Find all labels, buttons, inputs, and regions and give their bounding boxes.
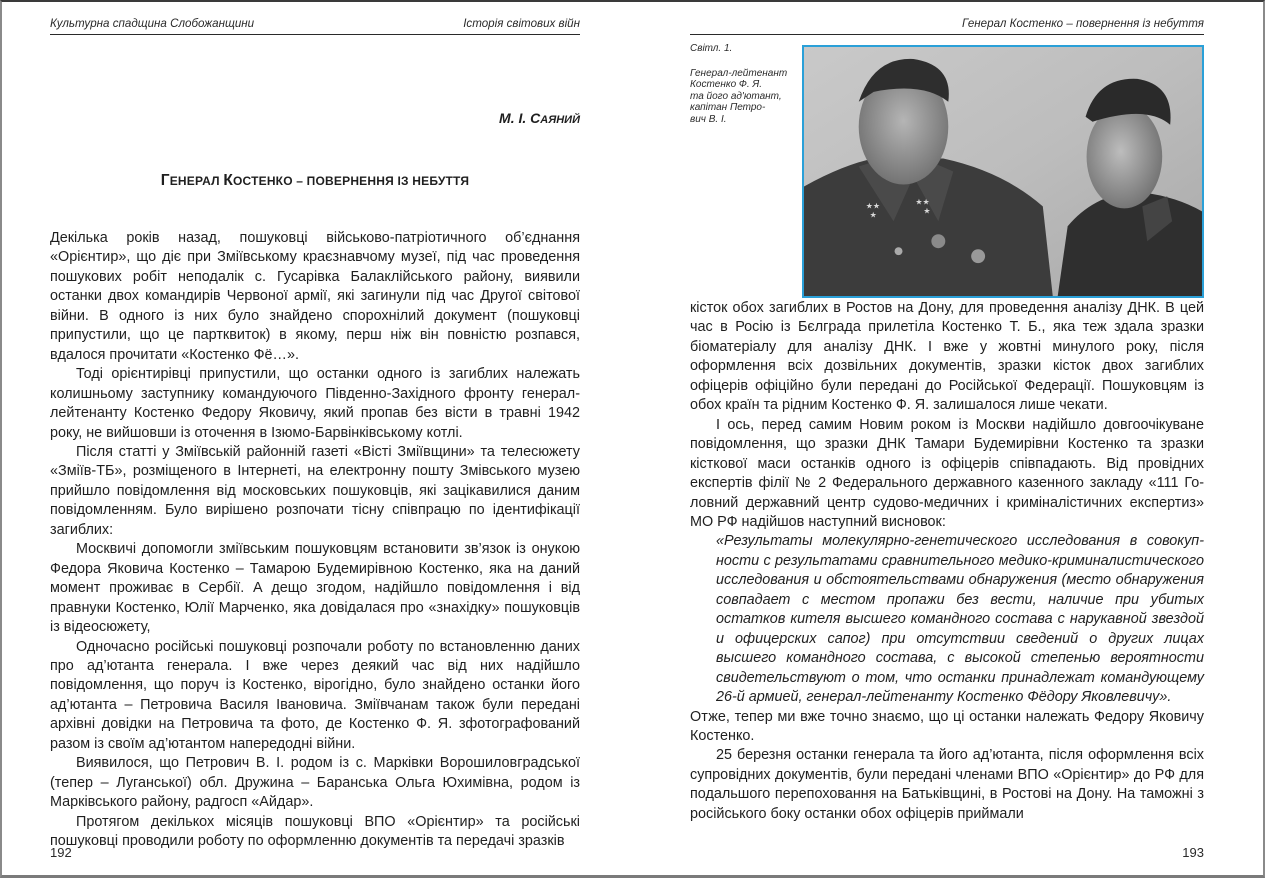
title-cap: К [223, 172, 233, 189]
paragraph: Москвичі допомогли зміївським пошуковцям встановити зв’язок із онукою Федора Яковича Костенко – Тамарою Будемирівною Костенко, яка на даний момент проживає в Сербії. А дещо згодом, надійшло повідомлення і від правнуки Костенко, Юлії Марченко, яка довідалася про «знахідку» пошуковців із відеосюжету, [50, 541, 580, 636]
left-body-text [50, 229, 580, 852]
paragraph: Отже, тепер ми вже точно знаємо, що ці останки належать Федору Яковичу Костенко. [690, 708, 1204, 744]
journal-title: Культурна спадщина Слобожанщини [50, 17, 255, 30]
section-title: Історія світових війн [463, 17, 580, 30]
paragraph: Протягом декількох місяців пошуковці ВПО «Орієнтир» та російські пошуковці проводили роботу по оформленню документів та передачі зразків [50, 813, 580, 850]
right-page [690, 0, 1204, 881]
paragraph: Декілька років назад, пошуковці військово-патріотичного об’єднання «Орієнтир», що діє при Зміївському краєзнавчому музеї, під час проведення пошукових робіт неподалік с. Гусарівка Балаклійського району, виявили останки двох командирів Червоної армії, які загинули під час Другої світової війни. В одного із них було знайдено спорохнілий документ (пошуковці припустили, що це партквиток) в якому, перш ніж він повністю розпався, вдалося прочитати «Костенко Фё…». [50, 230, 580, 363]
svg-text:★★: ★★ [865, 201, 880, 211]
article-title [50, 172, 580, 190]
left-page [50, 0, 580, 881]
caption-line: вич В. І. [690, 113, 727, 125]
historical-photo [802, 45, 1204, 298]
article-author [499, 110, 580, 126]
title-text: ЕНЕРАЛ [169, 174, 224, 188]
article-running-title: Генерал Костенко – повернення із небуття [962, 17, 1204, 30]
svg-text:★: ★ [923, 206, 931, 216]
paragraph: І ось, перед самим Новим роком із Москви надійшло довгоочікуване повідомлення, що зразки ДНК Тамари Будемирівни Костенко та зразки кісткової маси останків одного із офіцерів співпадають. Від провідних експертів філії № 2 Федерального державного казенного закладу «111 Головний державний центр судово-медичних і криміналістичних експертиз» МО РФ надійшов наступний висновок: [690, 416, 1204, 530]
caption-line: капітан Петро- [690, 102, 766, 113]
page-number: 193 [1182, 845, 1204, 860]
right-body-text [690, 299, 1204, 824]
paragraph: 25 березня останки генерала та його ад’ютанта, після оформлення всіх супровідних документів, були передані членами ВПО «Орієнтир» до РФ для подальшого перепоховання на Батьківщині, в Ростові на Дону. На таможні з російського боку останки обох офіцерів приймали [690, 747, 1204, 822]
figure-caption [690, 43, 795, 125]
author-initials: М. І. С [499, 110, 541, 126]
svg-text:★: ★ [869, 210, 877, 220]
paragraph: Виявилося, що Петрович В. І. родом із с. Марківки Ворошиловградської (тепер – Луганської) обл. Дружина – Баранська Ольга Юхимівна, родом із Марківського району, радгосп «Айдар». [50, 755, 580, 811]
photo-two-officers-image [804, 47, 1202, 296]
caption-line: та його ад'ютант, [690, 90, 782, 102]
title-text: ОСТЕНКО – ПОВЕРНЕННЯ ІЗ НЕБУТТЯ [232, 174, 470, 188]
page-number: 192 [50, 845, 72, 860]
quoted-conclusion: «Результаты молекулярно-генетического исследования в совокупности с результатами сравнительного медико-криминалистического исследования и обстоятельствами обнаружения (место обнаружения совпадает с местом пропажи без вести, наличие при убитых остатков кителя высшего командного состава с нарукавной звездой и офицерских сапог) при отсутствии сведений о других лицах высшего командного состава, с высокой степенью вероятности свидетельствуют о том, что останки принадлежат командующему 26-й армией, генерал-лейтенанту Костенко Фёдору Яковлевичу». [716, 533, 1204, 706]
caption-line: Генерал-лейтенант [690, 67, 788, 79]
paragraph: Одночасно російські пошуковці розпочали роботу по встановленню даних про ад’ютанта генерала. І вже через деякий час від них надійшло повідомлення, що поруч із Костенко, вірогідно, було знайдено останки його ад’ютанта – Петровича Василя Івановича. Зміївчанам також були передані архівні довідки на Петровича та фото, де Костенко Ф. Я. зфотографований разом із своїм ад’ютантом напередодні війни. [50, 638, 580, 752]
running-head-right-page [690, 14, 1204, 35]
figure-label: Світл. 1. [690, 43, 733, 54]
caption-line: Костенко Ф. Я. [690, 79, 763, 90]
paragraph: Після статті у Зміївській районній газеті «Вісті Зміївщини» та телесюжету «Зміїв-ТБ», розміщеного в Інтернеті, на електронну пошту Змівського музею прийшло повідомлення від московських пошуковців, які зацікавилися даним повідомленням. Було вирішено розпочати тісну співпрацю по ідентифікації загиблих: [50, 443, 580, 538]
paragraph: Тоді орієнтирівці припустили, що останки одного із загиблих належать колишньому заступнику командуючого Південно-Західного фронту генерал-лейтенанту Костенко Федору Яковичу, який пропав без вісти в травні 1942 року, не вийшовши із оточення в Ізюмо-Барвінківському котлі. [50, 366, 580, 441]
running-head-left-page [50, 14, 580, 35]
author-surname-rest: АЯНИЙ [540, 114, 580, 126]
svg-text:★★: ★★ [915, 197, 930, 207]
title-cap: Г [160, 172, 170, 189]
paragraph: кісток обох загиблих в Ростов на Дону, для проведення аналізу ДНК. В цей час в Росію із Бєлграда прилетіла Костенко Т. Б., яка теж здала зразки біоматеріалу для аналізу ДНК. І вже у жовтні минулого року, після оформлення всіх дозвільних документів, зразки кісток двох загиблих офіцерів офіційно були передані до Російської Федерації. Пошуковцям із обох країн та рідним Костенко Ф. Я. залишалося лише чекати. [690, 300, 1204, 414]
